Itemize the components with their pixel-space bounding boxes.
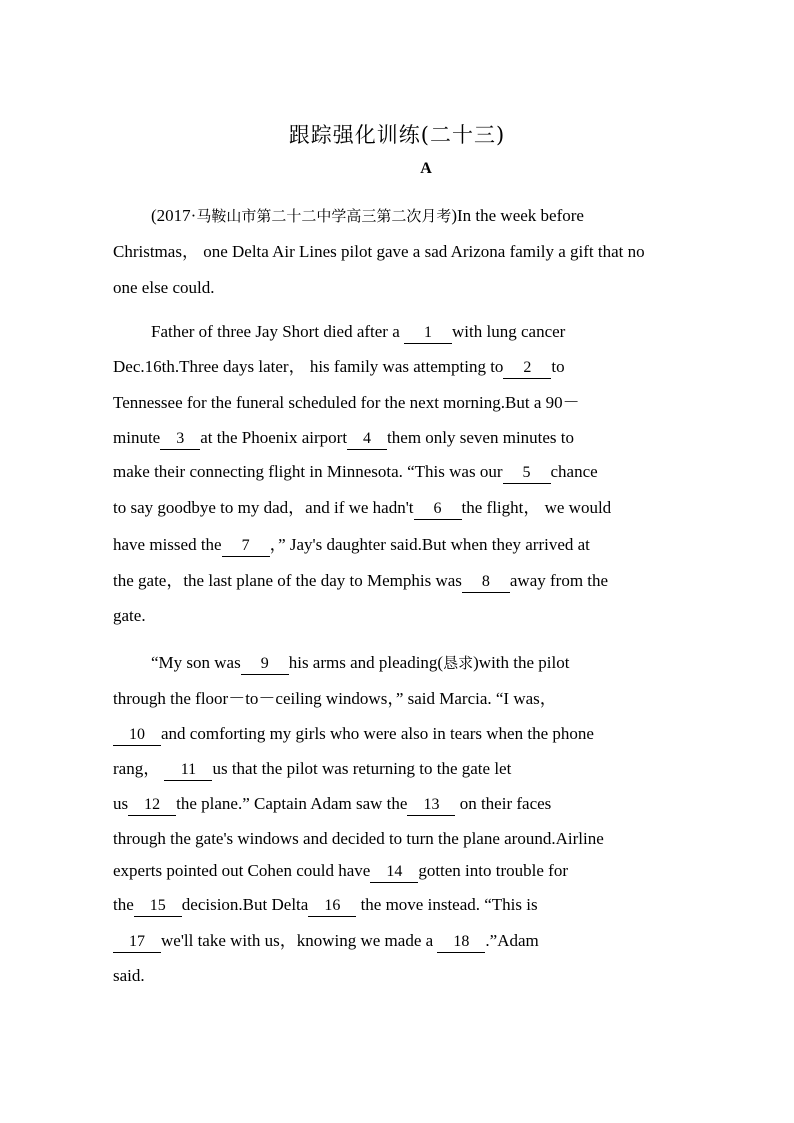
blank-7[interactable]: 7 xyxy=(222,537,270,557)
p3-line-7: experts pointed out Cohen could have 14 gotten into trouble for xyxy=(113,860,703,883)
blank-5[interactable]: 5 xyxy=(503,464,551,484)
p2-line-5: make their connecting flight in Minnesota. “This was our 5 chance xyxy=(113,461,703,484)
blank-4[interactable]: 4 xyxy=(347,430,387,450)
p2-line-3: Tennessee for the funeral scheduled for the next morning.But a 90－ xyxy=(113,393,580,412)
blank-17[interactable]: 17 xyxy=(113,933,161,953)
blank-3[interactable]: 3 xyxy=(160,430,200,450)
blank-6[interactable]: 6 xyxy=(414,500,462,520)
p1-line-2: Christmas， one Delta Air Lines pilot gave a sad Arizona family a gift that no xyxy=(113,242,645,261)
p3-line-2: through the floor－to－ceiling windows，” said Marcia. “I was， xyxy=(113,689,557,708)
section-label: A xyxy=(420,160,432,177)
p2-line-7: have missed the 7 ，” Jay's daughter said.But when they arrived at xyxy=(113,534,703,557)
p1-line-3: one else could. xyxy=(113,278,215,297)
blank-16[interactable]: 16 xyxy=(308,897,356,917)
blank-13[interactable]: 13 xyxy=(407,796,455,816)
p2-line-6: to say goodbye to my dad，and if we hadn't 6 the flight， we would xyxy=(113,497,703,520)
blank-10[interactable]: 10 xyxy=(113,726,161,746)
blank-8[interactable]: 8 xyxy=(462,573,510,593)
p3-line-9: 17 we'll take with us，knowing we made a 18 .”Adam xyxy=(113,930,703,953)
blank-1[interactable]: 1 xyxy=(404,324,452,344)
blank-15[interactable]: 15 xyxy=(134,897,182,917)
blank-18[interactable]: 18 xyxy=(437,933,485,953)
p2-line-8: the gate，the last plane of the day to Memphis was 8 away from the xyxy=(113,570,703,593)
p3-line-1: “My son was 9 his arms and pleading(恳求)with the pilot xyxy=(151,652,703,675)
p3-line-8: the 15 decision.But Delta 16 the move instead. “This is xyxy=(113,894,703,917)
blank-2[interactable]: 2 xyxy=(503,359,551,379)
p2-line-4: minute 3 at the Phoenix airport 4 them only seven minutes to xyxy=(113,427,703,450)
blank-11[interactable]: 11 xyxy=(164,761,212,781)
blank-9[interactable]: 9 xyxy=(241,655,289,675)
p3-line-4: rang， 11 us that the pilot was returning to the gate let xyxy=(113,758,703,781)
p3-line-5: us 12 the plane.” Captain Adam saw the 13 on their faces xyxy=(113,793,703,816)
p3-line-3: 10 and comforting my girls who were also in tears when the phone xyxy=(113,723,703,746)
p2-line-9: gate. xyxy=(113,606,146,625)
source-school: 马鞍山市第二十二中学高三第二次月考 xyxy=(196,207,452,225)
blank-12[interactable]: 12 xyxy=(128,796,176,816)
page-title: 跟踪强化训练(二十三) xyxy=(288,123,506,147)
p3-line-6: through the gate's windows and decided to turn the plane around.Airline xyxy=(113,829,604,848)
p2-line-1: Father of three Jay Short died after a 1 with lung cancer xyxy=(151,321,703,344)
p3-line-10: said. xyxy=(113,966,145,985)
p2-line-2: Dec.16th.Three days later， his family was attempting to 2 to xyxy=(113,356,703,379)
blank-14[interactable]: 14 xyxy=(370,863,418,883)
p1-line-1: (2017·马鞍山市第二十二中学高三第二次月考)In the week before xyxy=(151,206,584,225)
